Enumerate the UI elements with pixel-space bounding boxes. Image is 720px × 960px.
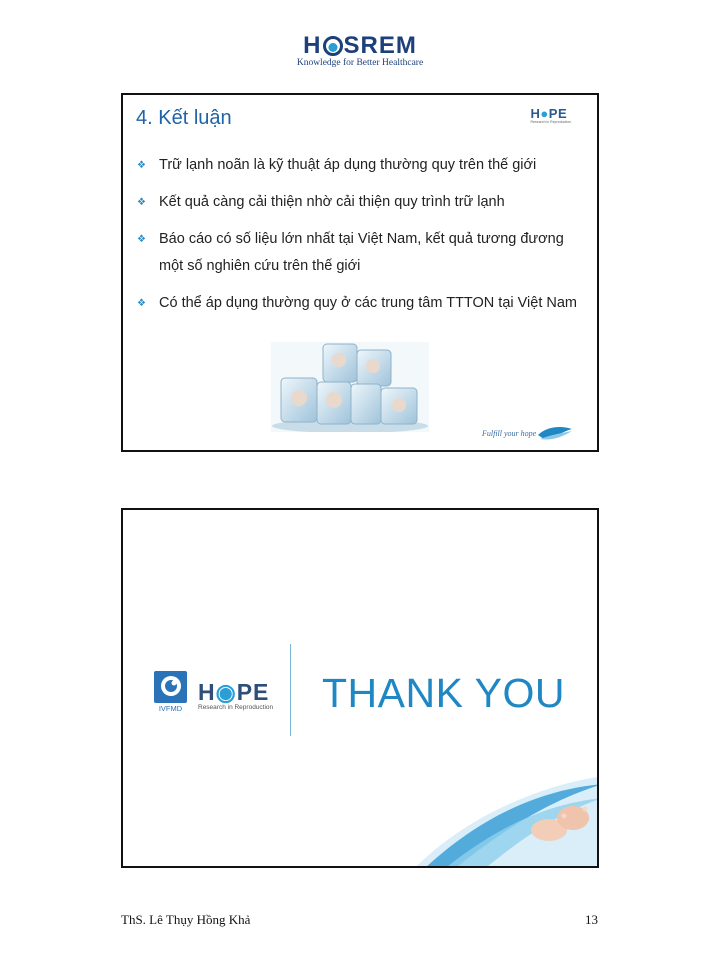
svg-text:IVFMD: IVFMD — [158, 704, 183, 712]
hope-logo-word: H◉PE — [198, 679, 270, 705]
list-item: ❖ Có thể áp dụng thường quy ở các trung tâm TTTON tại Việt Nam — [137, 290, 582, 317]
bullet-diamond-icon: ❖ — [137, 298, 146, 309]
list-item: ❖ Kết quả càng cải thiện nhờ cải thiện quy trình trữ lạnh — [137, 189, 582, 216]
hope-logo-word: H●PE — [530, 106, 568, 121]
vertical-divider — [290, 644, 291, 736]
hosrem-wordmark: H SREM — [303, 32, 417, 59]
thank-you-text: THANK YOU — [322, 670, 565, 716]
hope-logo-sub: Research in Reproduction — [198, 704, 274, 711]
ice-cubes-babies-image — [271, 342, 429, 432]
slide-title: 4. Kết luận — [136, 107, 232, 129]
page-number: 13 — [585, 912, 598, 927]
ivfmd-logo — [154, 671, 187, 712]
hosrem-tagline: Knowledge for Better Healthcare — [296, 58, 424, 68]
bullet-diamond-icon: ❖ — [137, 234, 146, 245]
hope-logo-sub: Research in Reproduction — [530, 120, 571, 124]
list-item: ❖ Trữ lạnh noãn là kỹ thuật áp dụng thường quy trên thế giới — [137, 152, 582, 179]
hope-logo — [198, 680, 273, 711]
bullet-diamond-icon: ❖ — [137, 197, 146, 208]
hosrem-logo — [0, 32, 720, 68]
fulfill-slogan: Fulfill your hope — [482, 429, 537, 438]
wave-swoosh-icon — [536, 425, 574, 441]
list-item: ❖ Báo cáo có số liệu lớn nhất tại Việt Nam, kết quả tương đương một số nghiên cứu trên thế giới — [137, 226, 582, 280]
conclusion-list — [137, 152, 582, 327]
hosrem-o-icon — [323, 36, 343, 56]
hope-logo-small — [531, 106, 571, 124]
baby-feet-wave-image — [413, 768, 599, 868]
author-name: ThS. Lê Thụy Hồng Khả — [121, 912, 251, 927]
bullet-diamond-icon: ❖ — [137, 160, 146, 171]
slide-conclusion — [121, 93, 599, 452]
slide-thank-you — [121, 508, 599, 868]
